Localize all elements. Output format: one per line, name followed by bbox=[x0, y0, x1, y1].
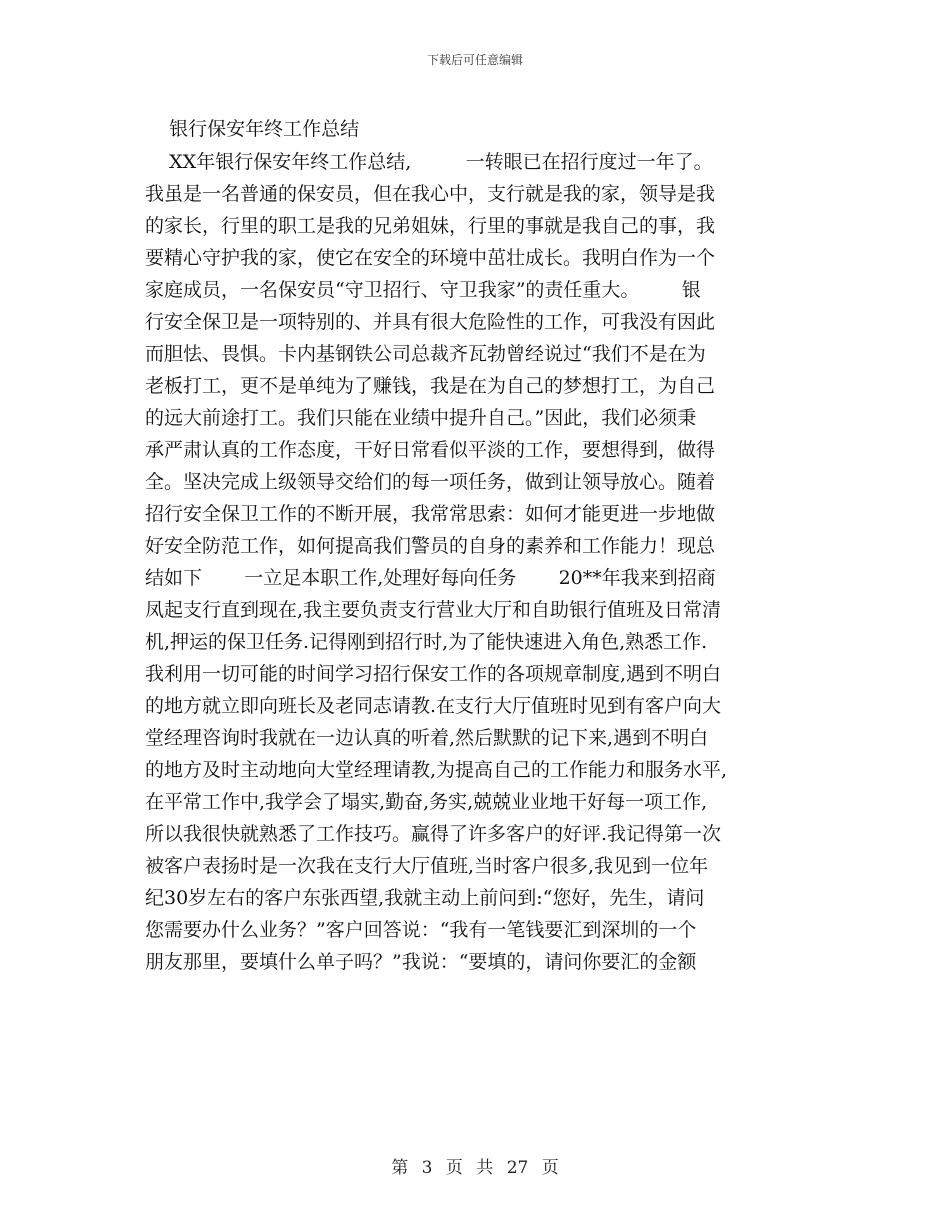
paragraph-line: 纪30岁左右的客户东张西望,我就主动上前问到:“您好，先生，请问 bbox=[145, 887, 705, 909]
paragraph-line: 招行安全保卫工作的不断开展，我常常思索：如何才能更进一步地做 bbox=[145, 503, 716, 525]
paragraph-line: 朋友那里，要填什么单子吗？”我说：“要填的，请问你要汇的金额 bbox=[145, 951, 697, 973]
paragraph-line: 的地方及时主动地向大堂经理请教,为提高自己的工作能力和服务水平, bbox=[145, 759, 728, 781]
paragraph-line: 行安全保卫是一项特别的、并具有很大危险性的工作，可我没有因此 bbox=[145, 311, 716, 333]
paragraph-line: 的远大前途打工。我们只能在业绩中提升自己。”因此，我们必须秉 bbox=[145, 407, 697, 429]
paragraph-line: 家庭成员，一名保安员“守卫招行、守卫我家”的责任重大。 银 bbox=[145, 279, 701, 301]
paragraph-line: 全。坚决完成上级领导交给们的每一项任务，做到让领导放心。随着 bbox=[145, 471, 716, 493]
total-pages-number: 27 bbox=[506, 1158, 529, 1178]
page-label-suffix: 页 bbox=[541, 1158, 559, 1178]
paragraph-line: 您需要办什么业务？”客户回答说：“我有一笔钱要汇到深圳的一个 bbox=[145, 919, 697, 941]
paragraph-line: 承严肃认真的工作态度，干好日常看似平淡的工作，要想得到，做得 bbox=[145, 439, 716, 461]
paragraph-line: 而胆怯、畏惧。卡内基钢铁公司总裁齐瓦勃曾经说过“我们不是在为 bbox=[145, 343, 706, 365]
paragraph-line: XX年银行保安年终工作总结, 一转眼已在招行度过一年了。 bbox=[145, 151, 713, 173]
page-header: 下载后可任意编辑 bbox=[426, 53, 523, 67]
paragraph-line: 被客户表扬时是一次我在支行大厅值班,当时客户很多,我见到一位年 bbox=[145, 855, 709, 877]
page-label-prefix: 第 bbox=[391, 1158, 409, 1178]
paragraph-line: 凤起支行直到现在,我主要负责支行营业大厅和自助银行值班及日常清 bbox=[145, 599, 722, 621]
document-body bbox=[145, 112, 820, 978]
total-label: 共 bbox=[476, 1158, 494, 1178]
paragraph-line: 在平常工作中,我学会了塌实,勤奋,务实,兢兢业业地干好每一项工作, bbox=[145, 791, 708, 813]
paragraph-line: 所以我很快就熟悉了工作技巧。赢得了许多客户的好评.我记得第一次 bbox=[145, 823, 722, 845]
page-label-mid: 页 bbox=[445, 1158, 463, 1178]
paragraph-line: 老板打工，更不是单纯为了赚钱，我是在为自己的梦想打工，为自己 bbox=[145, 375, 716, 397]
paragraph-line: 的家长，行里的职工是我的兄弟姐妹，行里的事就是我自己的事，我 bbox=[145, 215, 716, 237]
paragraph-line: 的地方就立即向班长及老同志请教.在支行大厅值班时见到有客户向大 bbox=[145, 695, 722, 717]
paragraph-line: 我利用一切可能的时间学习招行保安工作的各项规章制度,遇到不明白 bbox=[145, 663, 722, 685]
document-title: 银行保安年终工作总结 bbox=[145, 118, 360, 140]
current-page-number: 3 bbox=[421, 1158, 433, 1178]
paragraph-line: 结如下 一立足本职工作,处理好每向任务 20**年我来到招商 bbox=[145, 567, 716, 589]
paragraph-line: 好安全防范工作，如何提高我们警员的自身的素养和工作能力！现总 bbox=[145, 535, 716, 557]
paragraph-line: 要精心守护我的家，使它在安全的环境中茁壮成长。我明白作为一个 bbox=[145, 247, 716, 269]
paragraph-line: 堂经理咨询时我就在一边认真的听着,然后默默的记下来,遇到不明白 bbox=[145, 727, 709, 749]
paragraph-line: 机,押运的保卫任务.记得刚到招行时,为了能快速进入角色,熟悉工作. bbox=[145, 631, 708, 653]
page-footer bbox=[0, 1153, 950, 1178]
paragraph-line: 我虽是一名普通的保安员，但在我心中，支行就是我的家，领导是我 bbox=[145, 183, 716, 205]
